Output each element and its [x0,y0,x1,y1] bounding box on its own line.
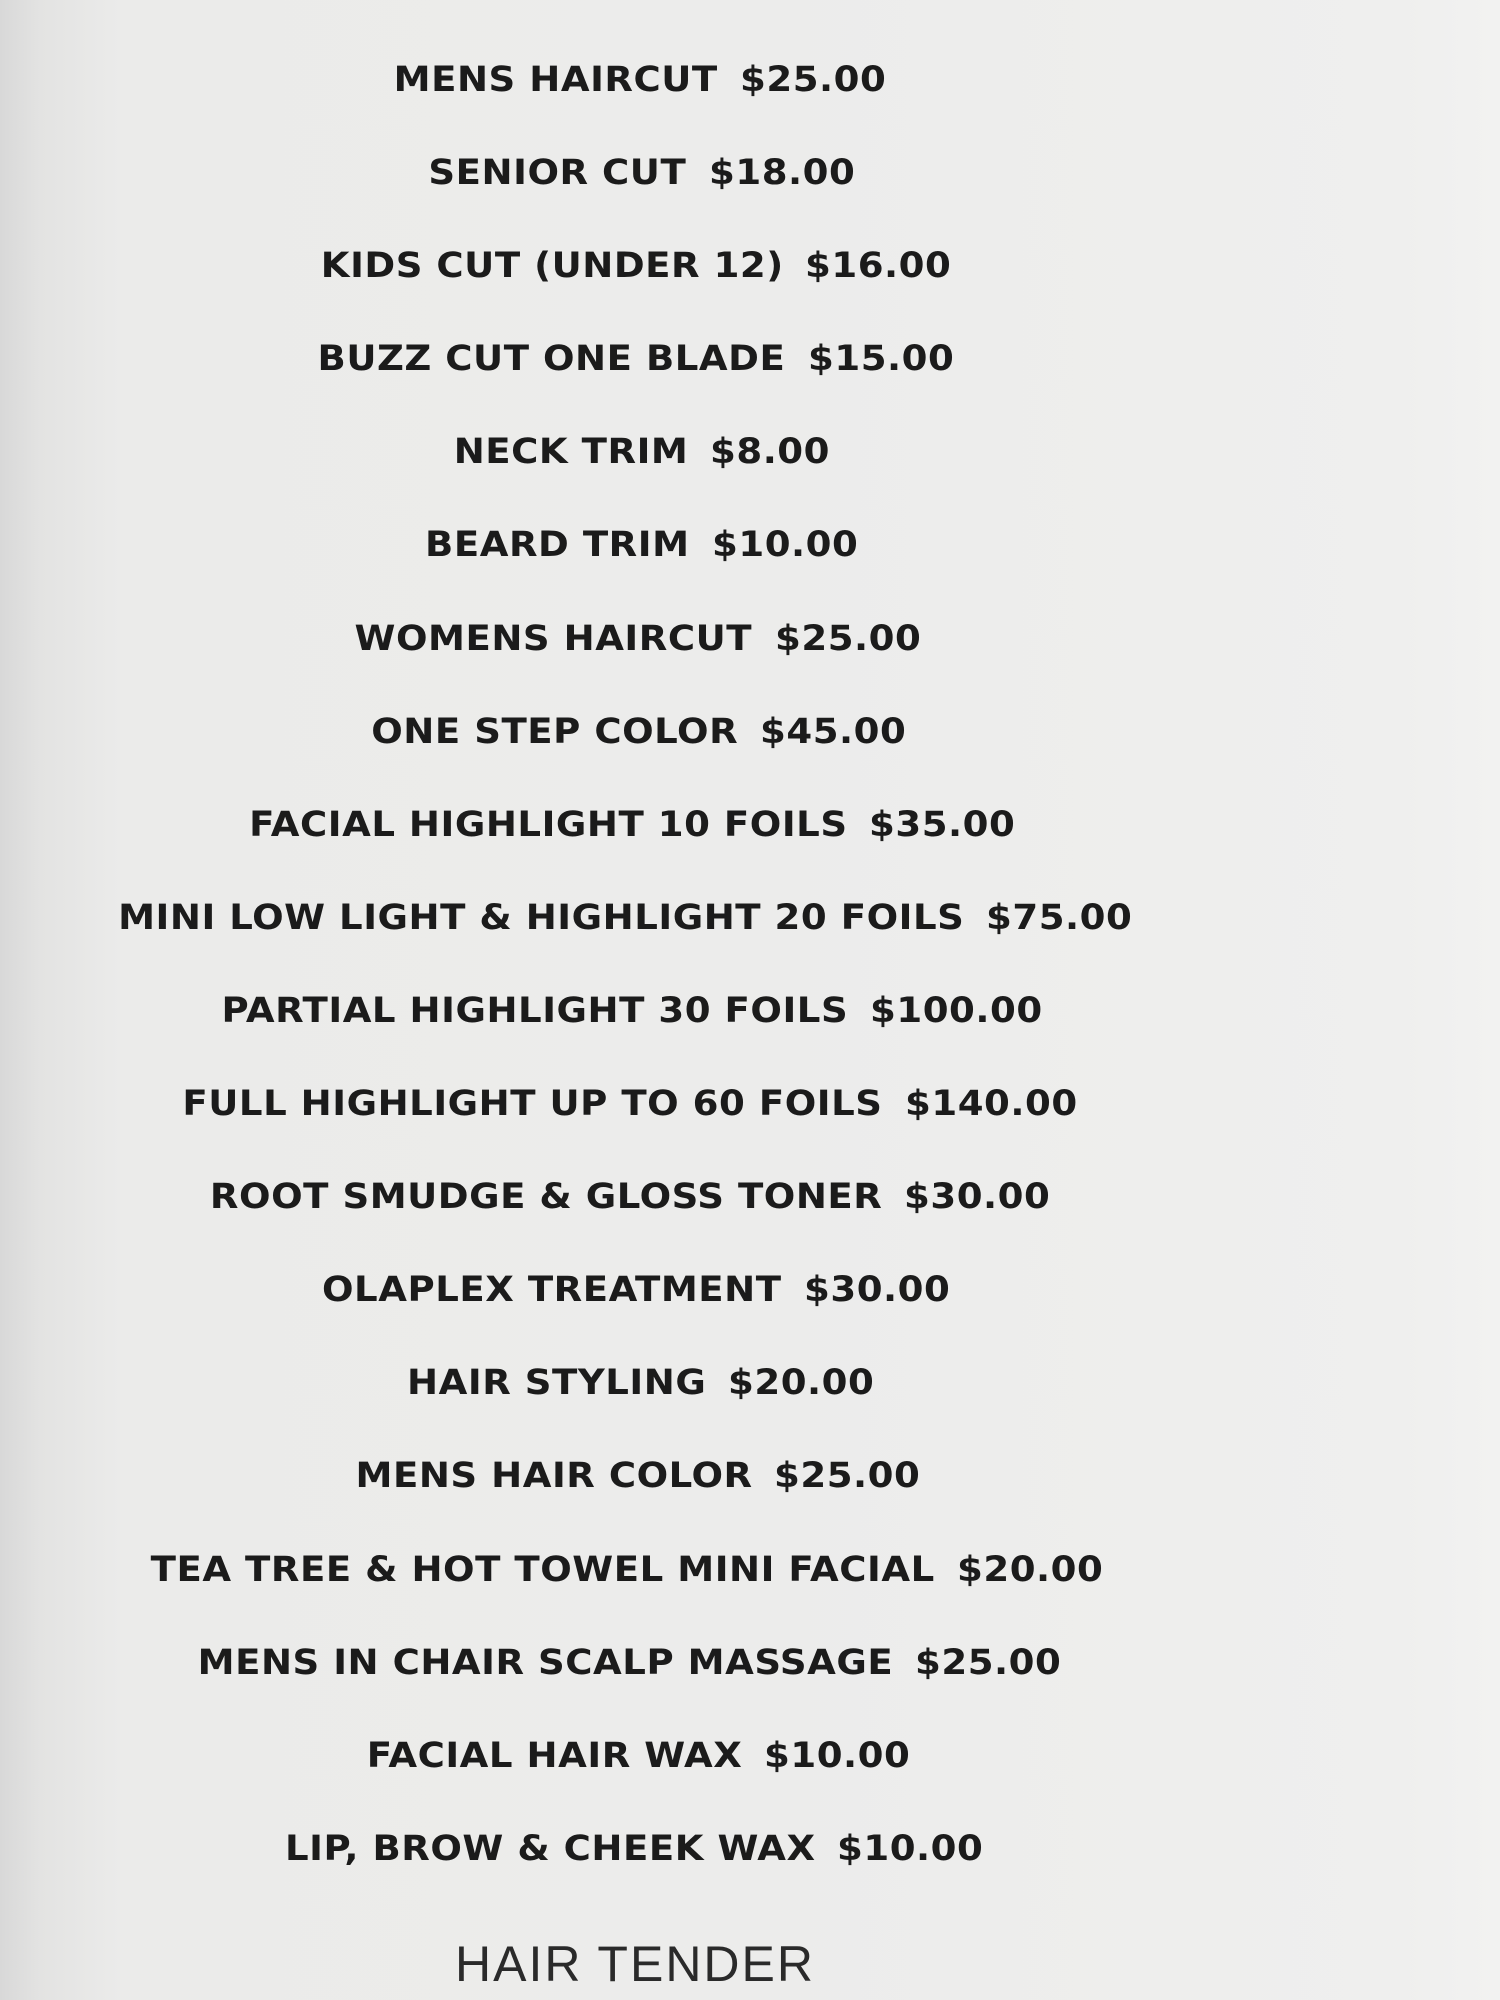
service-price: $30.00 [803,1270,951,1311]
service-price: $10.00 [711,525,859,566]
service-name: HAIR STYLING [406,1363,707,1404]
price-item [0,1084,1290,1177]
service-price: $15.00 [807,339,955,380]
price-item [0,991,1290,1084]
service-price: $25.00 [774,1456,921,1497]
service-name: BEARD TRIM [425,525,690,566]
price-item [0,898,1290,991]
price-item [0,246,1290,339]
service-price: $25.00 [915,1642,1062,1683]
service-price: $75.00 [986,897,1133,938]
service-name: LIP, BROW & CHEEK WAX [284,1828,816,1869]
brand-name: HAIR TENDER [454,1936,815,1992]
price-item [0,712,1290,805]
service-name: MENS HAIRCUT [393,60,718,100]
service-price: $35.00 [869,804,1016,845]
service-name: ONE STEP COLOR [371,711,739,752]
service-price: $10.00 [837,1828,984,1869]
service-name: FACIAL HIGHLIGHT 10 FOILS [248,804,848,845]
service-name: ROOT SMUDGE & GLOSS TONER [209,1177,883,1218]
price-item [0,153,1290,246]
service-price: $140.00 [904,1084,1078,1125]
price-item [0,1829,1290,1922]
price-item [0,339,1290,432]
service-price: $18.00 [708,153,855,194]
service-price: $10.00 [764,1735,911,1776]
service-price: $45.00 [760,711,907,752]
service-price: $20.00 [728,1363,875,1404]
price-item [0,1643,1290,1736]
service-name: PARTIAL HIGHLIGHT 30 FOILS [221,990,849,1031]
service-price: $16.00 [805,246,952,287]
service-name: KIDS CUT (UNDER 12) [320,246,784,287]
service-price: $100.00 [870,990,1043,1031]
service-name: NECK TRIM [453,432,689,473]
service-name: FULL HIGHLIGHT UP TO 60 FOILS [182,1084,883,1125]
service-price: $25.00 [739,60,887,100]
price-item [0,432,1290,525]
price-item [0,60,1290,153]
service-name: MENS HAIR COLOR [355,1456,753,1497]
price-item [0,1270,1290,1363]
price-item [0,1456,1290,1549]
price-item [0,1177,1290,1270]
service-price: $25.00 [774,618,921,659]
service-price: $8.00 [710,432,831,473]
price-item [0,1736,1290,1829]
service-price: $20.00 [956,1549,1104,1590]
service-name: OLAPLEX TREATMENT [322,1270,782,1311]
price-item [0,525,1290,618]
price-list [0,60,1290,1922]
service-name: WOMENS HAIRCUT [354,618,753,659]
service-name: BUZZ CUT ONE BLADE [317,339,786,380]
price-item [0,805,1290,898]
service-name: TEA TREE & HOT TOWEL MINI FACIAL [150,1549,935,1590]
service-name: SENIOR CUT [428,153,687,194]
price-item [0,1363,1290,1456]
price-item [0,619,1290,712]
service-name: FACIAL HAIR WAX [366,1735,743,1776]
service-name: MINI LOW LIGHT & HIGHLIGHT 20 FOILS [117,897,965,938]
price-item [0,1550,1290,1643]
service-price: $30.00 [904,1177,1051,1218]
service-name: MENS IN CHAIR SCALP MASSAGE [197,1642,894,1683]
